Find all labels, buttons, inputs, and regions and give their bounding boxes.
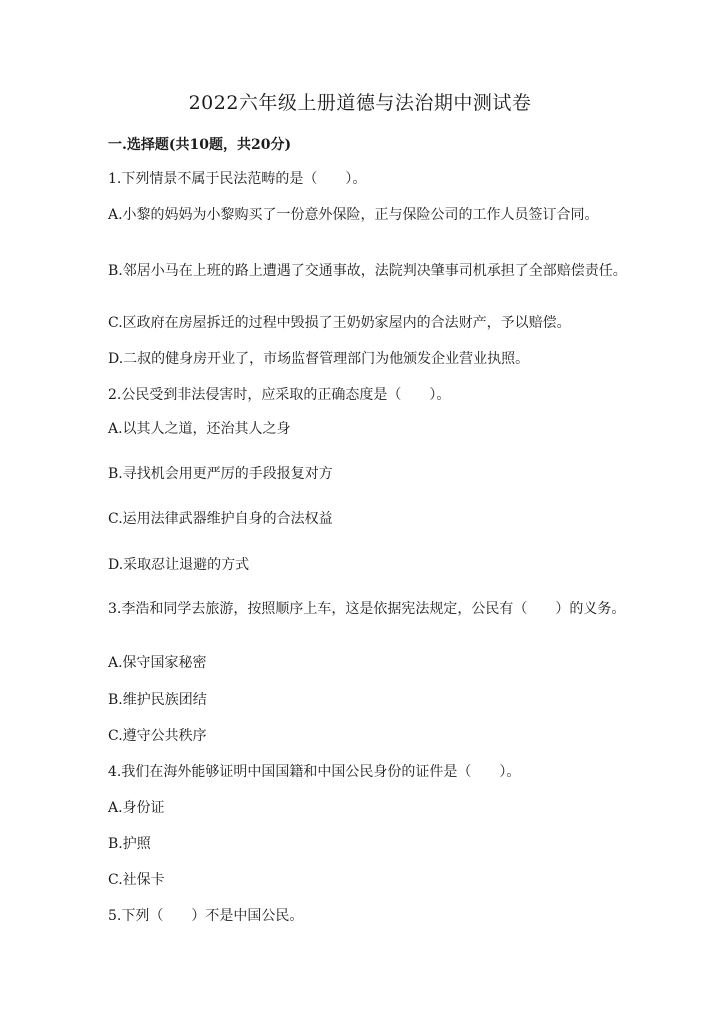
question-stem: 1.下列情景不属于民法范畴的是（ ）。 <box>108 171 367 187</box>
option-text: A.身份证 <box>108 800 165 816</box>
page-title: 2022六年级上册道德与法治期中测试卷 <box>188 92 532 114</box>
option-text: D.采取忍让退避的方式 <box>108 557 250 573</box>
option-text: C.运用法律武器维护自身的合法权益 <box>108 511 333 527</box>
option-text: A.以其人之道，还治其人之身 <box>108 421 291 437</box>
option-text: B.寻找机会用更严厉的手段报复对方 <box>108 466 333 482</box>
option-text: A.小黎的妈妈为小黎购买了一份意外保险，正与保险公司的工作人员签订合同。 <box>108 207 599 223</box>
section-heading: 一.选择题(共10题，共20分) <box>108 137 292 153</box>
option-text: A.保守国家秘密 <box>108 655 207 671</box>
question-stem: 3.李浩和同学去旅游，按照顺序上车，这是依据宪法规定，公民有（ ）的义务。 <box>108 601 626 617</box>
question-stem: 4.我们在海外能够证明中国国籍和中国公民身份的证件是（ ）。 <box>108 764 521 780</box>
option-text: B.护照 <box>108 836 151 852</box>
question-stem: 2.公民受到非法侵害时，应采取的正确态度是（ ）。 <box>108 387 451 403</box>
question-stem: 5.下列（ ）不是中国公民。 <box>108 908 304 924</box>
option-text: C.社保卡 <box>108 872 165 888</box>
option-text: C.遵守公共秩序 <box>108 728 207 744</box>
option-text: C.区政府在房屋拆迁的过程中毁损了王奶奶家屋内的合法财产，予以赔偿。 <box>108 315 571 331</box>
option-text: D.二叔的健身房开业了，市场监督管理部门为他颁发企业营业执照。 <box>108 351 530 367</box>
option-text: B.维护民族团结 <box>108 692 207 708</box>
option-text: B.邻居小马在上班的路上遭遇了交通事故，法院判决肇事司机承担了全部赔偿责任。 <box>108 263 627 279</box>
